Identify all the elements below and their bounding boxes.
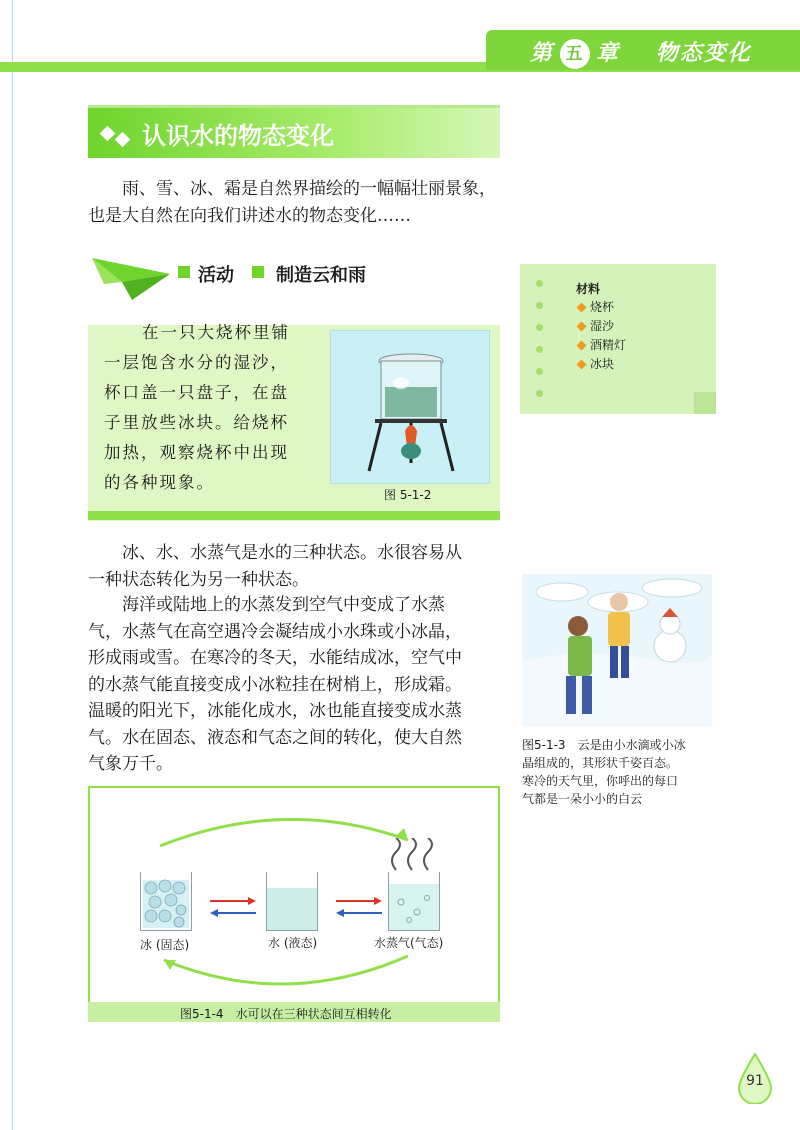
note-dot — [536, 324, 543, 331]
intro-line-1: 雨、雪、冰、霜是自然界描绘的一幅幅壮丽景象， — [122, 179, 496, 199]
text-line: 气，水蒸气在高空遇冷会凝结成小水珠或小冰晶， — [88, 621, 462, 642]
chapter-heading — [530, 36, 752, 69]
water-beaker — [266, 872, 318, 931]
page-number: 91 — [746, 1073, 764, 1089]
material-item: 冰块 — [578, 355, 626, 374]
activity-square-icon — [252, 266, 264, 278]
cycle-arrow-top — [150, 806, 420, 856]
materials-list — [578, 298, 626, 374]
margin-line — [12, 0, 13, 1130]
paper-plane-icon — [92, 254, 172, 302]
body-paragraph-1 — [88, 540, 462, 593]
activity-line: 加热，观察烧杯中出现 — [104, 443, 289, 462]
note-dot — [536, 390, 543, 397]
note-folded-corner — [694, 392, 716, 414]
label-ice: 冰 (固态) — [140, 938, 190, 952]
chapter-title: 物态变化 — [655, 40, 752, 66]
exchange-arrows-icon — [334, 896, 384, 918]
activity-label: 活动 — [198, 265, 234, 286]
text-line: 海洋或陆地上的水蒸发到空气中变成了水蒸 — [122, 595, 445, 615]
note-dot — [536, 302, 543, 309]
label-steam: 水蒸气(气态) — [374, 936, 444, 950]
text-line: 一种状态转化为另一种状态。 — [88, 569, 309, 590]
intro-line-2: 也是大自然在向我们讲述水的物态变化…… — [88, 206, 411, 226]
snow-scene-photo — [522, 574, 712, 727]
steam-beaker — [388, 872, 440, 931]
text-line: 的水蒸气能直接变成小冰粒挂在树梢上，形成霜。 — [88, 674, 462, 695]
cycle-arrow-bottom — [150, 948, 420, 994]
note-dot — [536, 368, 543, 375]
activity-instructions — [104, 318, 304, 498]
chapter-number-badge: 五 — [560, 39, 590, 69]
body-paragraph-2 — [88, 592, 462, 778]
label-water: 水 (液态) — [268, 936, 318, 950]
text-line: 冰、水、水蒸气是水的三种状态。水很容易从 — [122, 543, 462, 563]
bullet-icon — [577, 360, 587, 370]
activity-title: 制造云和雨 — [276, 265, 366, 286]
activity-line: 子里放些冰块。给烧杯 — [104, 413, 289, 432]
steam-wisps-icon — [384, 838, 444, 872]
text-line: 气象万千。 — [88, 754, 173, 774]
activity-box-bottom-rule — [88, 511, 500, 520]
text-line: 温暖的阳光下，冰能化成水，冰也能直接变成水蒸 — [88, 701, 462, 721]
activity-line: 的各种现象。 — [104, 473, 215, 492]
material-item: 烧杯 — [578, 298, 626, 317]
beaker-experiment-photo — [330, 330, 490, 484]
activity-square-icon — [178, 266, 190, 278]
section-title: 认识水的物态变化 — [142, 122, 334, 150]
text-line: 气。水在固态、液态和气态之间的转化，使大自然 — [88, 727, 462, 748]
note-dot — [536, 280, 543, 287]
material-item: 湿沙 — [578, 317, 626, 336]
bullet-icon — [577, 303, 587, 313]
ice-beaker — [140, 872, 192, 931]
activity-line: 一层饱含水分的湿沙， — [104, 353, 289, 372]
bullet-icon — [577, 322, 587, 332]
activity-line: 在一只大烧杯里铺 — [142, 323, 290, 342]
note-dot — [536, 346, 543, 353]
figure-4-caption: 图5-1-4 水可以在三种状态间互相转化 — [180, 1007, 392, 1021]
figure-3-caption: 图5-1-3 云是由小水滴或小冰 晶组成的，其形状千姿百态。 寒冷的天气里，你呼出的每口 气都是一朵小小的白云 — [522, 738, 686, 806]
activity-line: 杯口盖一只盘子，在盘 — [104, 383, 289, 402]
materials-heading: 材料 — [576, 282, 601, 296]
chapter-prefix: 第 — [530, 40, 555, 66]
exchange-arrows-icon — [208, 896, 258, 918]
bullet-icon — [577, 341, 587, 351]
text-line: 形成雨或雪。在寒冷的冬天，水能结成冰，空气中 — [88, 648, 462, 668]
chapter-suffix: 章 — [596, 40, 621, 66]
figure-2-caption: 图 5-1-2 — [384, 488, 432, 502]
material-item: 酒精灯 — [578, 336, 626, 355]
